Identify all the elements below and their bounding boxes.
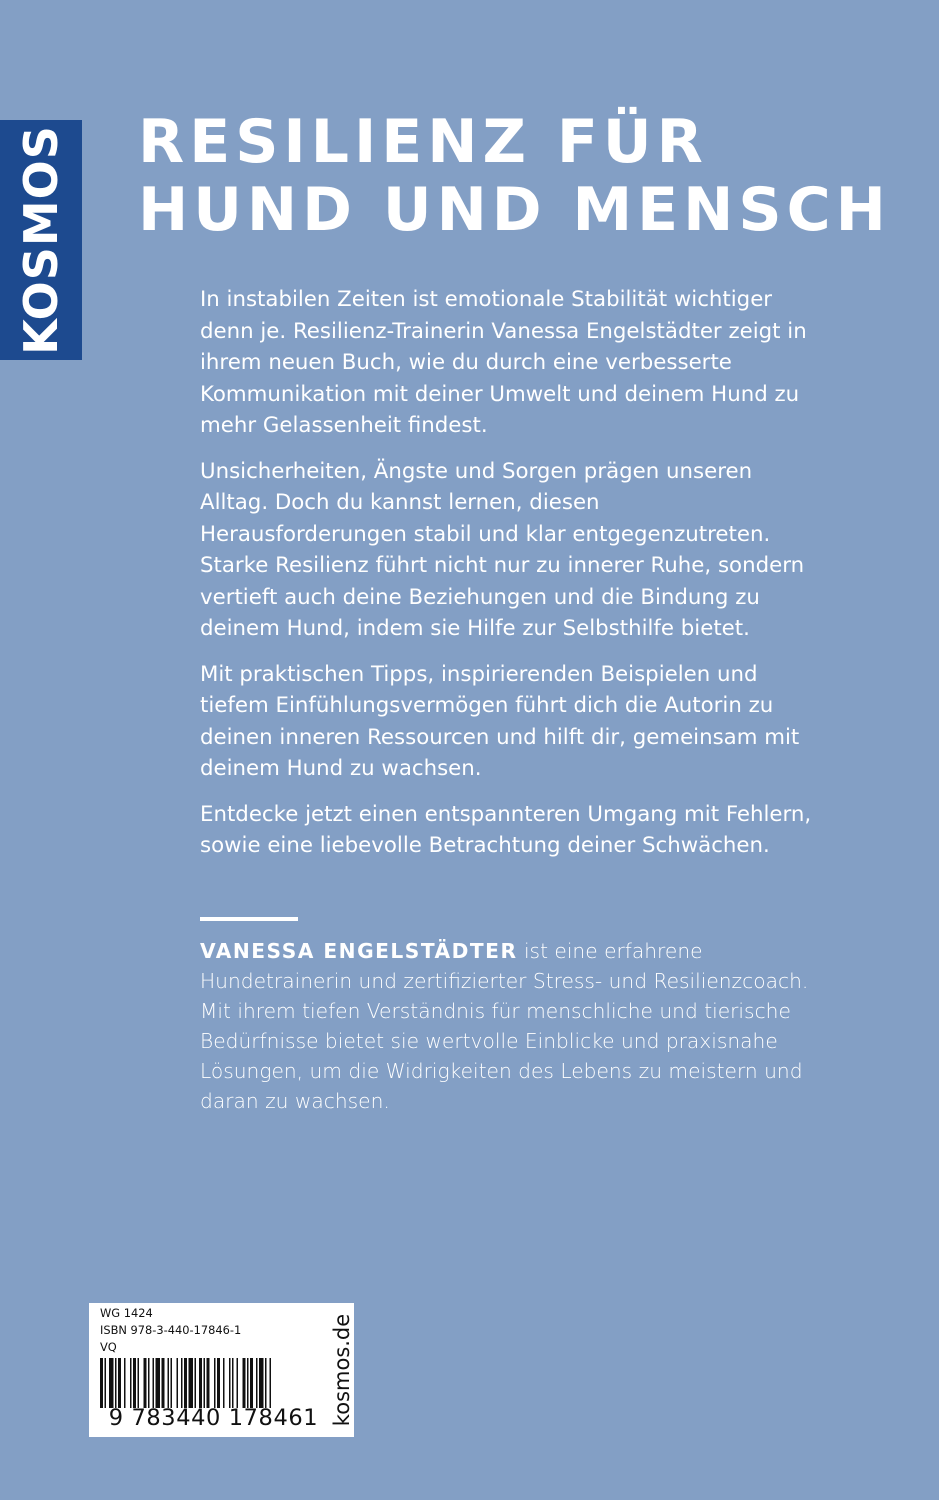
barcode-image	[98, 1358, 330, 1408]
website-url: kosmos.de	[330, 1313, 354, 1427]
author-bio-text: ist eine erfahrene Hundetrainerin und zertifizierter Stress- und Resilienzcoach. Mit ihrem tiefen Verständnis für menschliche und tierische Bedürfnisse bietet sie wertvolle Einblicke und praxisnahe Lösungen, um die Widrigkeiten des Lebens zu meistern und daran zu wachsen.	[200, 939, 809, 1113]
barcode-info	[100, 1305, 241, 1356]
blurb-paragraph-2: Unsicherheiten, Ängste und Sorgen prägen unseren Alltag. Doch du kannst lernen, diesen Herausforderungen stabil und klar entgegenzutreten. Starke Resilienz führt nicht nur zu innerer Ruhe, sondern vertieft auch deine Beziehungen und die Bindung zu deinem Hund, indem sie Hilfe zur Selbsthilfe bietet.	[200, 458, 805, 641]
author-bio	[200, 936, 812, 1116]
publisher-logo-text: KOSMOS	[14, 125, 68, 355]
book-title: RESILIENZ FÜR HUND UND MENSCH	[138, 107, 891, 245]
publisher-logo-tab	[0, 120, 82, 360]
blurb-paragraph-1: In instabilen Zeiten ist emotionale Stabilität wichtiger denn je. Resilienz-Trainerin Vanessa Engelstädter zeigt in ihrem neuen Buch, wie du durch eine verbesserte Kommunikation mit deiner Umwelt und deinem Hund zu mehr Gelassenheit findest.	[200, 287, 807, 438]
blurb-paragraph-4: Entdecke jetzt einen entspannteren Umgang mit Fehlern, sowie eine liebevolle Betrachtung deiner Schwächen.	[200, 801, 812, 858]
wg-number: WG 1424	[100, 1306, 153, 1320]
section-divider	[200, 917, 298, 921]
blurb-paragraph-3: Mit praktischen Tipps, inspirierenden Beispielen und tiefem Einfühlungsvermögen führt dich die Autorin zu deinen inneren Ressourcen und hilft dir, gemeinsam mit deinem Hund zu wachsen.	[200, 661, 800, 781]
barcode-digits: 9 783440 178461	[108, 1405, 319, 1431]
barcode-code: VQ	[100, 1340, 117, 1354]
blurb	[200, 284, 812, 876]
author-name: VANESSA ENGELSTÄDTER	[200, 939, 518, 963]
isbn-number: ISBN 978-3-440-17846-1	[100, 1323, 242, 1337]
